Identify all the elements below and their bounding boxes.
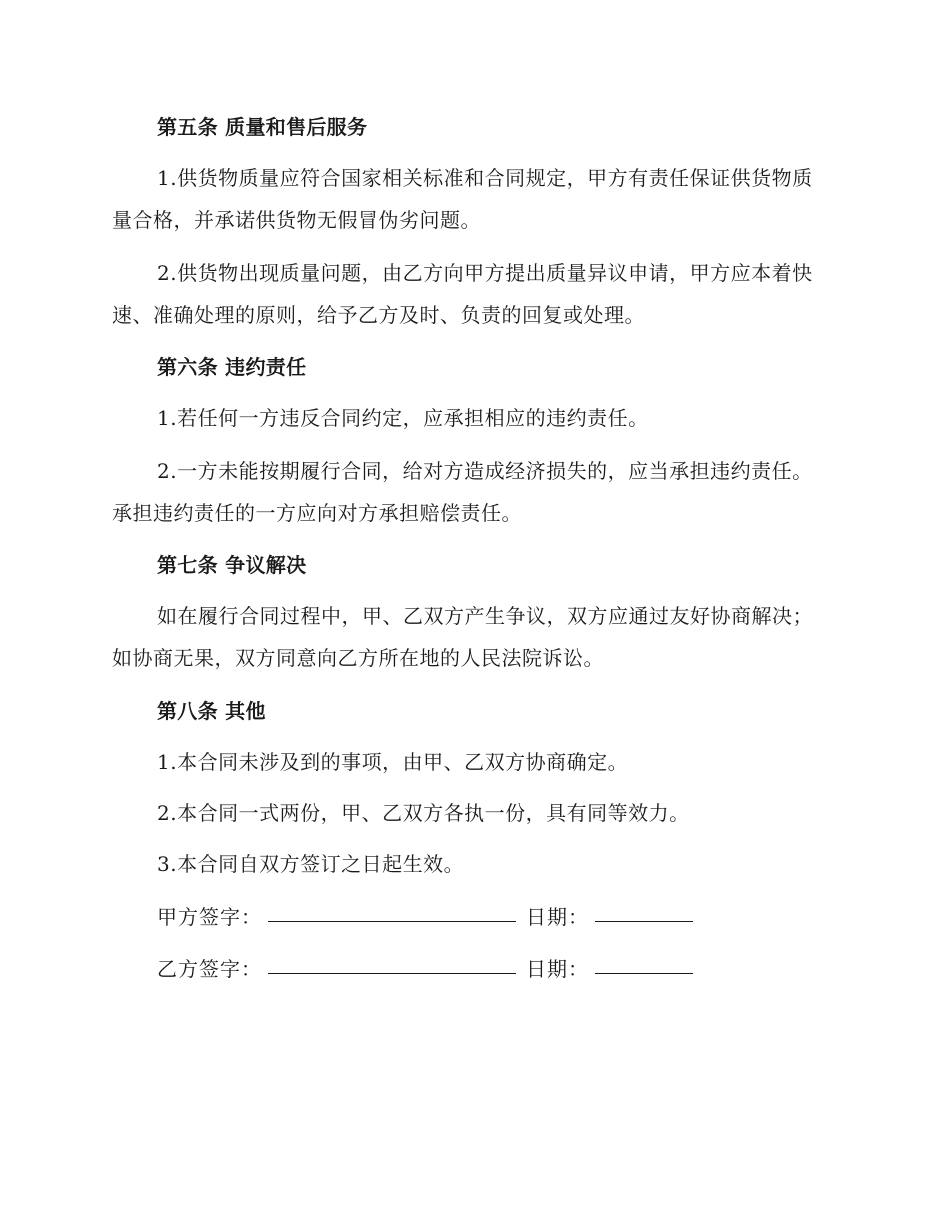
signature-row-party-a: [157, 896, 693, 938]
section-heading-6: 第六条 违约责任: [157, 355, 307, 379]
section-8-clause-2: 2.本合同一式两份，甲、乙双方各执一份，具有同等效力。: [157, 801, 690, 825]
section-7-clause-1: 如在履行合同过程中，甲、乙双方产生争议，双方应通过友好协商解决；如协商无果，双方同意向乙方所在地的人民法院诉讼。: [112, 604, 813, 670]
party-a-signature-label: 甲方签字：: [157, 905, 262, 929]
section-5-clause-1: 1.供货物质量应符合国家相关标准和合同规定，甲方有责任保证供货物质量合格，并承诺供货物无假冒伪劣问题。: [112, 166, 813, 232]
section-heading-5: 第五条 质量和售后服务: [157, 115, 368, 139]
party-a-date-field[interactable]: [595, 901, 693, 922]
section-8-clause-1: 1.本合同未涉及到的事项，由甲、乙双方协商确定。: [157, 750, 629, 774]
section-8-clause-3: 3.本合同自双方签订之日起生效。: [157, 852, 465, 876]
section-heading-7: 第七条 争议解决: [157, 553, 307, 577]
section-6-clause-1: 1.若任何一方违反合同约定，应承担相应的违约责任。: [157, 406, 649, 430]
section-5-clause-2: 2.供货物出现质量问题，由乙方向甲方提出质量异议申请，甲方应本着快速、准确处理的原则，给予乙方及时、负责的回复或处理。: [112, 261, 813, 327]
party-b-date-field[interactable]: [595, 953, 693, 974]
section-6-clause-2: 2.一方未能按期履行合同，给对方造成经济损失的，应当承担违约责任。承担违约责任的一方应向对方承担赔偿责任。: [112, 459, 813, 525]
party-b-date-label: 日期：: [526, 957, 589, 981]
party-a-signature-field[interactable]: [268, 901, 516, 922]
section-heading-8: 第八条 其他: [157, 699, 266, 723]
party-b-signature-label: 乙方签字：: [157, 957, 262, 981]
party-b-signature-field[interactable]: [268, 953, 516, 974]
signature-row-party-b: [157, 948, 693, 990]
party-a-date-label: 日期：: [526, 905, 589, 929]
